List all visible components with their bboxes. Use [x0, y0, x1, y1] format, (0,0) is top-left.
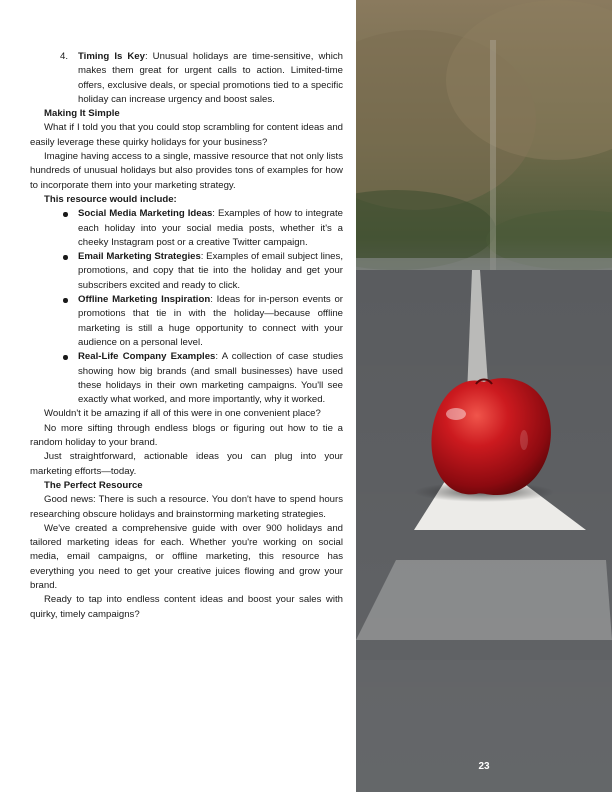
list-item: [30, 350, 343, 407]
page-number: 23: [478, 761, 490, 772]
paragraph: Wouldn't it be amazing if all of this were in one convenient place?: [44, 408, 321, 420]
list-item-text: : Ideas for in-person events or promotions that tie in with the holiday—because offline marketing is still a huge opportunity to connect with your audience on a personal level.: [78, 294, 343, 348]
section-heading-making-it-simple: Making It Simple: [44, 108, 120, 120]
bullet-icon: [63, 212, 68, 217]
apple-on-road-photo: [356, 0, 612, 792]
paragraph: Good news: There is such a resource. You don't have to spend hours researching obscure holidays and brainstorming marketing strategies.: [30, 494, 343, 520]
list-item-text: : Examples of email subject lines, promotions, and copy that tie into the holiday and get your subscribers excited and ready to click.: [78, 251, 343, 291]
paragraph: What if I told you that you could stop scrambling for content ideas and easily leverage these quirky holidays for your business?: [30, 122, 343, 148]
list-item-title: Real-Life Company Examples: [78, 351, 216, 363]
list-item-title: Offline Marketing Inspiration: [78, 294, 211, 306]
section-heading-perfect-resource: The Perfect Resource: [44, 479, 143, 491]
numbered-list: [30, 50, 343, 107]
list-item: [30, 250, 343, 293]
photo-illustration: [356, 0, 612, 792]
list-item-text: : A collection of case studies showing how big brands (and small businesses) have used these holidays in their own marketing campaigns. You'll see exactly what worked, and more importantly, why it worked.: [78, 351, 343, 406]
paragraph: Ready to tap into endless content ideas and boost your sales with quirky, timely campaigns?: [30, 594, 343, 620]
list-item-title: Social Media Marketing Ideas: [78, 208, 213, 220]
list-item: [30, 207, 343, 250]
list-item-text: : Unusual holidays are time-sensitive, which makes them great for urgent calls to action. Limited-time offers, exclusive deals, or special promotions tied to a specific holiday can increase urgency and boost sales.: [78, 51, 343, 105]
bullet-list: [30, 207, 343, 407]
paragraph: No more sifting through endless blogs or figuring out how to tie a random holiday to your brand.: [30, 422, 343, 449]
paragraph: We've created a comprehensive guide with over 900 holidays and tailored marketing ideas for each. Whether you're working on social media, email campaigns, or offline marketing, this resource has everything you need to get your creative juices flowing and grow your brand.: [30, 522, 343, 591]
list-item: [30, 50, 343, 107]
list-item-title: Email Marketing Strategies: [78, 251, 201, 263]
list-item-text: : Examples of how to integrate each holiday into your social media posts, whether it's a cheeky Instagram post or a creative Twitter campaign.: [78, 208, 343, 248]
list-number: 4.: [60, 51, 69, 62]
text-column: [30, 50, 343, 622]
bullet-icon: [63, 355, 68, 360]
bullet-icon: [63, 255, 68, 260]
paragraph: Just straightforward, actionable ideas you can plug into your marketing efforts—today.: [30, 451, 343, 477]
list-item: [30, 293, 343, 350]
paragraph: Imagine having access to a single, massive resource that not only lists hundreds of unusual holidays but also provides tons of examples for how to incorporate them into your marketing strategy.: [30, 151, 343, 191]
section-heading-resource: This resource would include:: [44, 193, 177, 205]
bullet-icon: [63, 298, 68, 303]
list-item-title: Timing Is Key: [78, 51, 145, 62]
